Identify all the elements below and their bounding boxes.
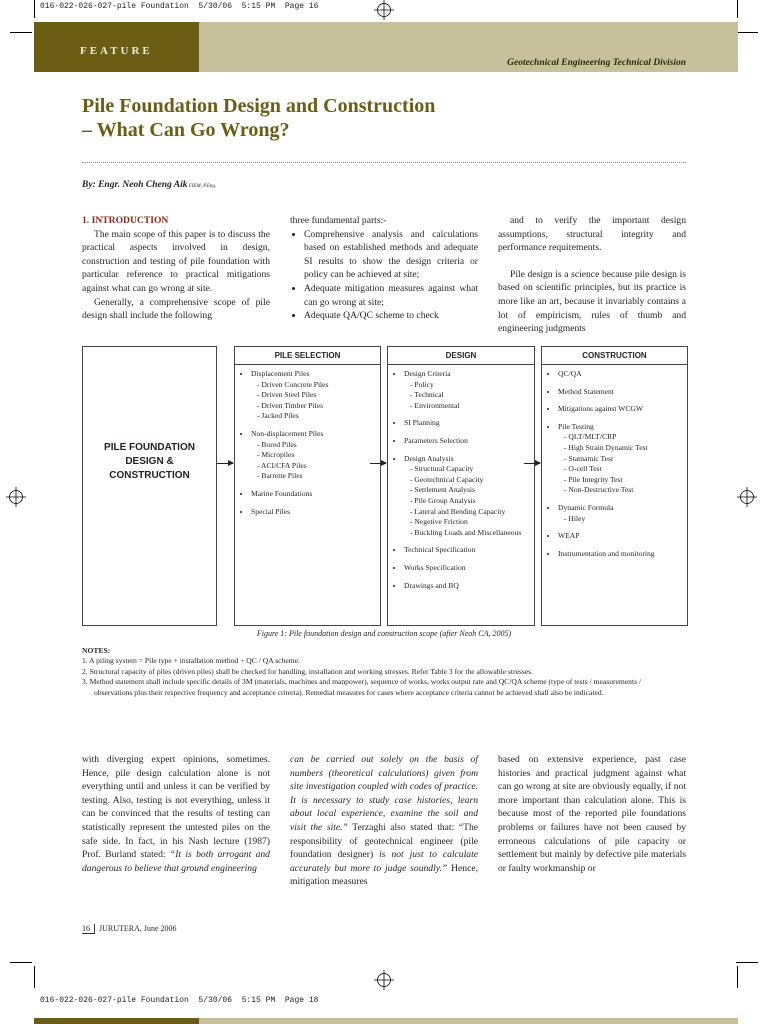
diagram-item-label: Mitigations against WCGW [558, 404, 644, 414]
paragraph [290, 753, 478, 889]
diagram-subitem: - Pile Group Analysis [410, 495, 476, 505]
diagram-list-item [558, 549, 687, 560]
crop-mark [10, 32, 32, 33]
section-tab [34, 22, 199, 72]
diagram-list-item [404, 454, 534, 539]
pile-selection-box [234, 346, 381, 626]
diagram-list-item [251, 507, 380, 518]
registration-mark-icon [6, 487, 26, 507]
paragraph: Generally, a comprehensive scope of pile design shall include the following [82, 296, 270, 322]
byline [82, 180, 216, 190]
diagram-subitem: - Non-Destructive Test [564, 485, 634, 495]
crop-mark [736, 32, 758, 33]
list-item: • Comprehensive analysis and calculations based on established methods and adequate SI results to show the design criteria or policy can be achieved at site; [304, 228, 478, 282]
diagram-list-item [558, 422, 687, 496]
diagram-item-label: Design Analysis [404, 453, 454, 463]
diagram-subitem: - Geotechnical Capacity [410, 474, 484, 484]
registration-mark-icon [374, 970, 394, 990]
diagram-subitem: - Jacked Piles [257, 411, 299, 421]
diagram-subitem: - Bored Piles [257, 439, 297, 449]
paragraph: Pile design is a science because pile design is based on scientific principles, but its practice is more like an art, because it invariably contains a lot of empiricism, rules of thumb and engineering judgments [498, 268, 686, 335]
root-label-line: DESIGN & [125, 456, 174, 467]
section-label: FEATURE [80, 45, 153, 57]
notes [82, 646, 662, 698]
text-run: with diverging expert opinions, sometimes. Hence, pile design calculation alone is not everything until and unless it can be verified by testing. Also, testing is not everything, unless it can be convinced that the results of testing can statistically represent the untested piles on the safe side. In fact, in his Nash lecture (1987) Prof. Burland stated: [82, 754, 270, 861]
diagram-list-item [558, 531, 687, 542]
diagram-item-label: Technical Specification [404, 545, 476, 555]
diagram-subitem: - High Strain Dynamic Test [564, 442, 648, 452]
diagram-list-item [251, 489, 380, 500]
diagram-item-label: Works Specification [404, 562, 466, 572]
author-credentials: FIEM, P.Eng. [187, 184, 217, 189]
notes-title: NOTES: [82, 646, 111, 655]
diagram-item-label: Drawings and BQ [404, 580, 459, 590]
box-header: PILE SELECTION [235, 347, 380, 365]
body-column-3 [498, 753, 686, 875]
diagram-subitem: - Technical [410, 390, 444, 400]
diagram-root-label [83, 441, 216, 483]
division-label: Geotechnical Engineering Technical Division [507, 58, 686, 68]
diagram-subitem: - Statnamic Test [564, 453, 614, 463]
diagram-subitem: - Driven Concrete Piles [257, 379, 329, 389]
design-list [388, 365, 534, 591]
diagram-list-item [404, 418, 534, 429]
crop-mark [737, 966, 738, 988]
diagram-list-item [558, 404, 687, 415]
page-number: 16 [82, 924, 95, 934]
diagram-sublist [404, 380, 534, 412]
diagram-subitem: - Settlement Analysis [410, 485, 475, 495]
registration-mark-icon [737, 487, 757, 507]
slug-bottom: 016-022-026-027-pile Foundation 5/30/06 5:15 PM Page 18 [40, 996, 319, 1005]
article-title [82, 94, 435, 142]
footer-tab [34, 1018, 199, 1024]
quote-text: is not just to calculate accurately but more to judge soundly.” [290, 849, 478, 874]
scope-list [290, 228, 478, 323]
diagram-sublist [558, 514, 687, 525]
crop-mark [34, 0, 35, 18]
registration-mark-icon [374, 0, 394, 20]
list-item: • Adequate QA/QC scheme to check [304, 309, 478, 323]
design-box [387, 346, 535, 626]
diagram-subitem: - Hiley [564, 513, 586, 523]
header-band [34, 22, 738, 72]
arrow-icon [370, 463, 386, 464]
pile-selection-list [235, 365, 380, 517]
section-heading: 1. INTRODUCTION [82, 215, 169, 226]
diagram-sublist [251, 380, 380, 422]
diagram-item-label: Method Statement [558, 386, 614, 396]
crop-mark [34, 966, 35, 988]
crop-mark [737, 0, 738, 18]
title-divider [82, 162, 686, 163]
diagram-subitem: - QLT/MLT/CRP [564, 432, 617, 442]
diagram-item-label: Parameters Selection [404, 435, 468, 445]
journal-name: JURUTERA, June 2006 [99, 924, 177, 933]
title-line-2: – What Can Go Wrong? [82, 119, 290, 141]
figure-caption: Figure 1: Pile foundation design and construction scope (after Neoh CA, 2005) [256, 629, 512, 638]
paragraph [82, 753, 270, 875]
paragraph: three fundamental parts:- [290, 215, 387, 226]
diagram-subitem: - Policy [410, 379, 434, 389]
diagram-item-label: Dynamic Formula [558, 502, 614, 512]
diagram-subitem: - Lateral and Bending Capacity [410, 506, 506, 516]
diagram-subitem: - Driven Timber Piles [257, 400, 324, 410]
diagram-item-label: Non-displacement Piles [251, 428, 324, 438]
list-item: • Adequate mitigation measures against what can go wrong at site; [304, 282, 478, 309]
diagram-list-item [404, 581, 534, 592]
diagram-subitem: - Micropiles [257, 450, 295, 460]
diagram-list-item [404, 563, 534, 574]
diagram-list-item [558, 369, 687, 380]
diagram-subitem: - O-cell Test [564, 464, 602, 474]
intro-column-1 [82, 214, 270, 323]
diagram-subitem: - Structural Capacity [410, 464, 474, 474]
diagram-subitem: - Barrette Piles [257, 471, 303, 481]
footer-band [34, 1018, 738, 1024]
diagram-list-item [404, 436, 534, 447]
note-item: 2. Structural capacity of piles (driven piles) shall be checked for handling, installation and working stresses. Refer Table 3 for the allowable stresses. [82, 666, 534, 676]
diagram-subitem: - Pile Integrity Test [564, 474, 623, 484]
paragraph: and to verify the important design assumptions, structural integrity and performance requirements. [498, 215, 686, 254]
paragraph: based on extensive experience, past case histories and practical judgment against what can go wrong at site are obviously equally, if not more important than calculation alone. This is because most of the reported pile foundations problems or failures have not been caused by erroneous calculations of pile capacity or settlement but mainly by defective pile materials or faulty workmanship or [498, 754, 686, 874]
slug-top: 016-022-026-027-pile Foundation 5/30/06 5:15 PM Page 16 [40, 2, 319, 11]
body-column-1 [82, 753, 270, 875]
construction-box [541, 346, 688, 626]
diagram-subitem: - Negetive Friction [410, 517, 468, 527]
diagram-list-item [404, 545, 534, 556]
diagram-item-label: Displacement Piles [251, 369, 310, 378]
page-footer [82, 924, 177, 934]
arrow-icon [217, 463, 233, 464]
diagram-sublist [558, 432, 687, 496]
note-item: 3. Method statement shall include specific details of 3M (materials, machines and manpower), sequence of works, works output rate and QC/QA scheme (type of tests / measurements / observations plus their respective frequency and acceptance criteria). Remedial measures for cases where acceptance criteria cannot be achieved shall also be indicated. [82, 677, 642, 697]
paragraph: The main scope of this paper is to discuss the practical aspects involved in design, construction and testing of pile foundation with particular reference to practical mitigations against what can go wrong at site. [82, 228, 270, 294]
root-label-line: CONSTRUCTION [109, 470, 190, 481]
arrow-icon [524, 463, 540, 464]
crop-mark [10, 962, 32, 963]
diagram-root-box [82, 346, 217, 626]
diagram-list-item [404, 369, 534, 411]
quote-text: “It is both arrogant and dangerous to believe that ground engineering [82, 849, 270, 874]
crop-mark [736, 962, 758, 963]
diagram-item-label: SI Planning [404, 418, 440, 428]
diagram-subitem: - Driven Steel Piles [257, 390, 317, 400]
quote-text: can be carried out solely on the basis of numbers (theoretical calculations) given from site investigation coupled with codes of practice. It is necessary to study case histories, learn about local experience, examine the soil and visit the site.” [290, 754, 478, 833]
text-run: Terzaghi also stated that: “The responsibility of geotechnical engineer (pile foundation designer) [290, 821, 478, 861]
diagram-sublist [404, 464, 534, 538]
diagram-subitem: - Buckling Loads and Miscellaneous [410, 527, 522, 537]
body-column-2 [290, 753, 478, 889]
intro-column-2 [290, 214, 478, 323]
title-line-1: Pile Foundation Design and Construction [82, 95, 436, 117]
diagram-subitem: - Environmental [410, 400, 460, 410]
box-header: DESIGN [388, 347, 534, 365]
diagram-item-label: WEAP [558, 531, 580, 541]
author: By: Engr. Neoh Cheng Aik [82, 180, 188, 190]
diagram-subitem: - ACI/CFA Piles [257, 460, 307, 470]
construction-list [542, 365, 687, 559]
diagram-list-item [558, 387, 687, 398]
diagram-list-item [251, 369, 380, 422]
root-label-line: PILE FOUNDATION [104, 442, 195, 453]
diagram-sublist [251, 440, 380, 482]
diagram-item-label: Pile Testing [558, 421, 594, 431]
diagram-item-label: Instrumentation and monitoring [558, 548, 655, 558]
diagram-item-label: Design Criteria [404, 369, 451, 378]
intro-column-3 [498, 214, 686, 336]
box-header: CONSTRUCTION [542, 347, 687, 365]
diagram-item-label: QC/QA [558, 369, 582, 378]
diagram-item-label: Special Piles [251, 506, 291, 516]
diagram-item-label: Marine Foundations [251, 488, 313, 498]
diagram-list-item [558, 503, 687, 524]
diagram-list-item [251, 429, 380, 482]
text-run: Hence, mitigation measures [290, 862, 478, 888]
note-item: 1. A piling system = Pile type + installation method + QC / QA scheme. [82, 656, 300, 666]
